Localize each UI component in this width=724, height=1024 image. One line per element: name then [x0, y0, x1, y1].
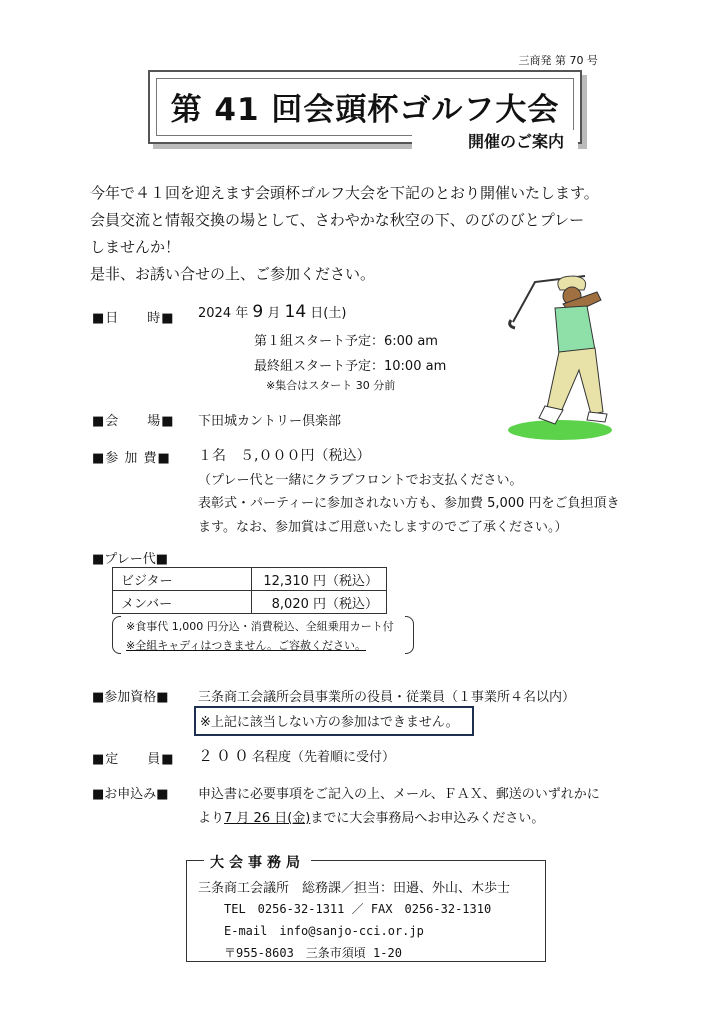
- play-fee-note: [112, 616, 414, 654]
- venue-label: ■会 場■: [92, 414, 175, 429]
- first-start-time: 第１組スタート予定：6:00 am: [254, 334, 438, 349]
- office-tel-fax: TEL 0256-32-1311 ／ FAX 0256-32-1310: [224, 902, 492, 916]
- golfer-illustration: [505, 262, 625, 442]
- grass-shape: [508, 420, 612, 440]
- document-number: 三商発 第 70 号: [518, 54, 598, 67]
- application-label: ■お申込み■: [92, 787, 169, 802]
- intro-line: 今年で４１回を迎えます会頭杯ゴルフ大会を下記のとおり開催いたします。: [90, 184, 599, 202]
- office-legend: 大会事務局: [204, 852, 311, 872]
- office-address: 〒955-8603 三条市須頃 1-20: [224, 946, 402, 960]
- capacity-label: ■定 員■: [92, 752, 175, 767]
- table-cell-name: ビジター: [113, 568, 252, 591]
- fee-label: ■参 加 費■: [92, 451, 171, 466]
- play-fee-label: ■プレー代■: [92, 552, 169, 567]
- shoe: [587, 412, 607, 422]
- intro-line: 是非、お誘い合せの上、ご参加ください。: [90, 265, 376, 283]
- application-line: より7 月 26 日(金)までに大会事務局へお申込みください。: [198, 811, 545, 826]
- table-cell-name: メンバー: [113, 591, 252, 614]
- table-row: [113, 591, 387, 614]
- office-email: E-mail info@sanjo-cci.or.jp: [224, 924, 424, 938]
- last-start-time: 最終組スタート予定：10:00 am: [254, 359, 447, 374]
- play-fee-note-line: ※食事代 1,000 円分込・消費税込、全組乗用カート付: [126, 620, 394, 633]
- intro-line: 会員交流と情報交換の場として、さわやかな秋空の下、のびのびとプレー: [90, 211, 585, 229]
- trousers: [547, 348, 603, 414]
- table-row: [113, 568, 387, 591]
- fee-value: １名 ５,０００円（税込）: [198, 448, 371, 464]
- fee-detail-line: 表彰式・パーティーに参加されない方も、参加費 5,000 円をご負担頂き: [198, 496, 620, 511]
- qualification-label: ■参加資格■: [92, 690, 169, 705]
- intro-line: しませんか！: [90, 238, 181, 256]
- play-fee-table: [112, 567, 387, 614]
- gather-note: ※集合はスタート 30 分前: [266, 379, 396, 392]
- schedule-label: ■日 時■: [92, 311, 175, 326]
- page-subtitle: 開催のご案内: [412, 130, 578, 154]
- capacity-value: ２００名程度（先着順に受付）: [198, 747, 396, 765]
- page-title: 第 41 回会頭杯ゴルフ大会: [170, 92, 560, 128]
- deadline: 7 月 26 日(金): [224, 811, 311, 826]
- table-cell-price: 12,310 円（税込）: [252, 568, 387, 591]
- play-fee-note-line: ※全組キャディはつきません。ご容赦ください。: [126, 639, 366, 652]
- venue-value: 下田城カントリー倶楽部: [198, 414, 342, 429]
- schedule-date: 2024 年 9 月 14 日(土): [198, 302, 347, 322]
- qualification-note: ※上記に該当しない方の参加はできません。: [200, 715, 459, 730]
- shirt: [555, 306, 595, 354]
- fee-detail-line: （プレー代と一緒にクラブフロントでお支払ください。: [198, 473, 523, 488]
- application-line: 申込書に必要事項をご記入の上、メール、ＦＡＸ、郵送のいずれかに: [198, 787, 600, 802]
- office-org: 三条商工会議所 総務課／担当：田邉、外山、木歩士: [198, 881, 511, 896]
- fee-detail-line: ます。なお、参加賞はご用意いたしますのでご了承ください。）: [198, 520, 568, 535]
- table-cell-price: 8,020 円（税込）: [252, 591, 387, 614]
- qualification-value: 三条商工会議所会員事業所の役員・従業員（１事業所４名以内）: [198, 690, 576, 705]
